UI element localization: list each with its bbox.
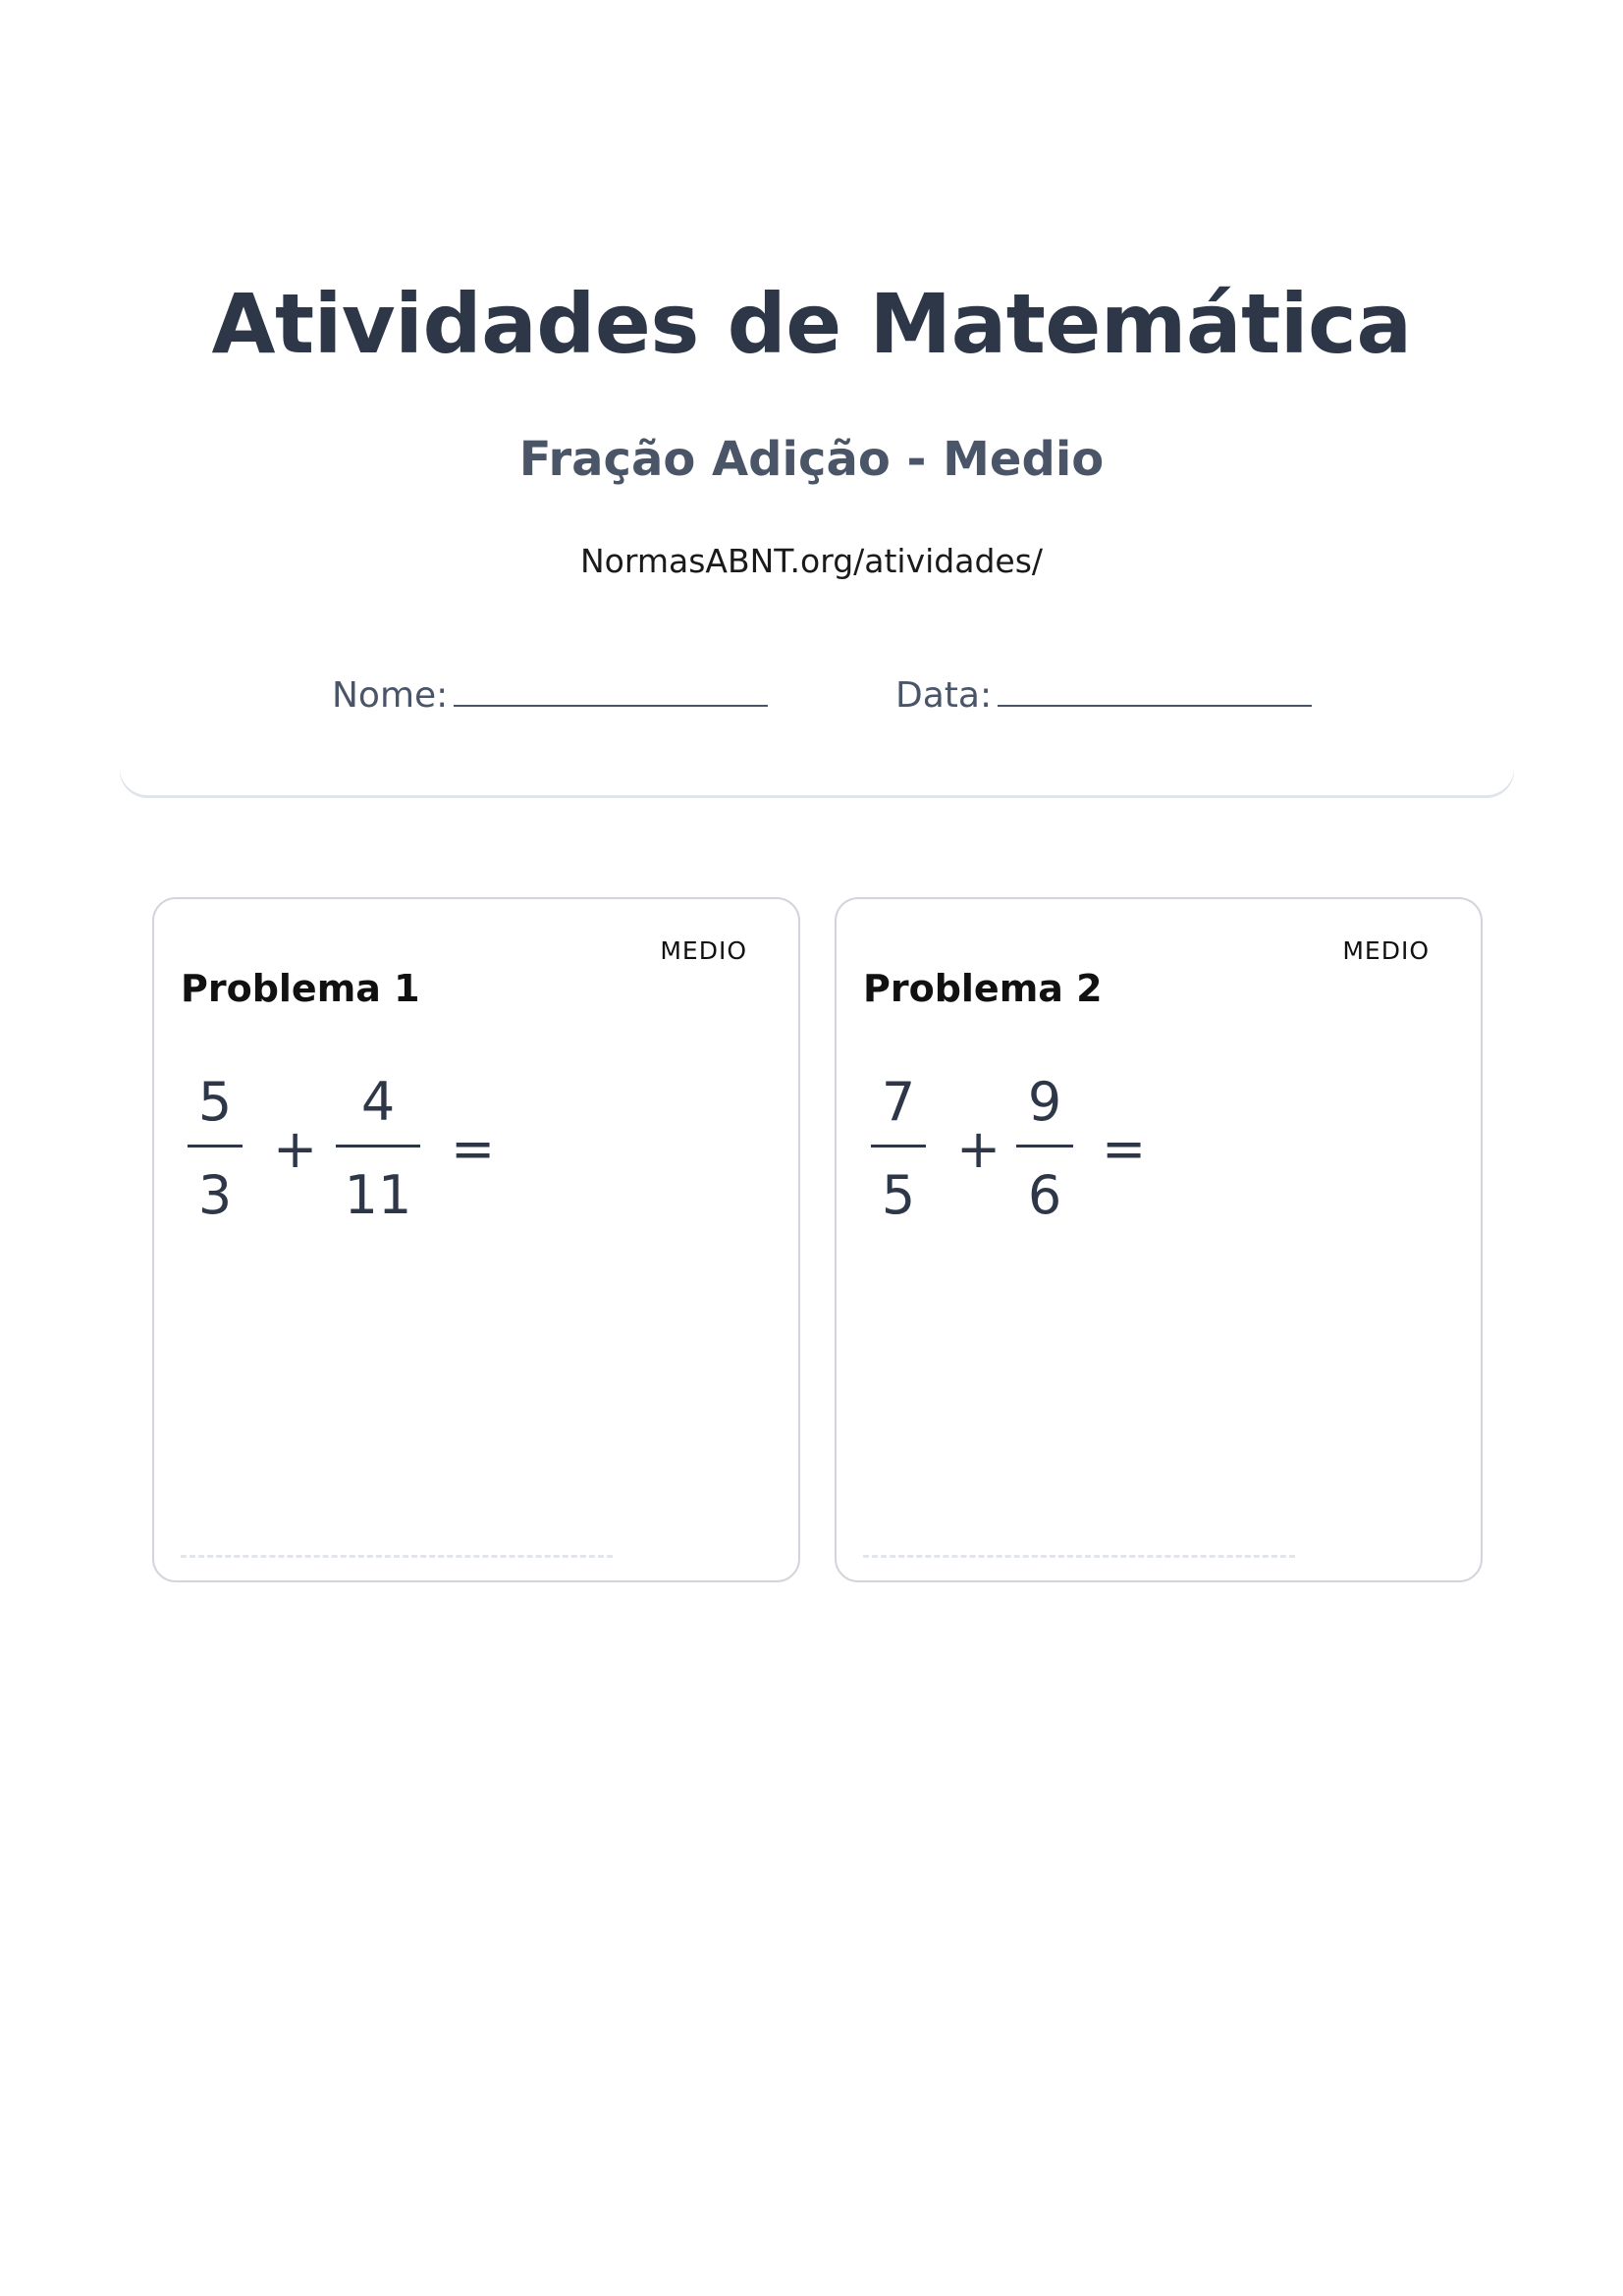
fraction-b-bar xyxy=(1016,1145,1073,1148)
page-title: Atividades de Matemática xyxy=(211,276,1412,372)
fraction-b-bar xyxy=(336,1145,420,1148)
date-field[interactable] xyxy=(895,671,1312,714)
problem-title: Problema 2 xyxy=(863,967,1103,1010)
name-label: Nome: xyxy=(332,675,449,716)
problem-card xyxy=(835,897,1483,1582)
fraction-b xyxy=(1016,1071,1073,1226)
difficulty-badge: MEDIO xyxy=(1342,936,1430,965)
problem-title: Problema 1 xyxy=(181,967,420,1010)
fraction-expression xyxy=(154,899,798,1580)
fraction-a-numerator: 7 xyxy=(881,1071,916,1133)
fraction-b-numerator: 9 xyxy=(1027,1071,1062,1133)
fraction-b-numerator: 4 xyxy=(360,1071,396,1133)
equals-sign: = xyxy=(451,1118,496,1180)
answer-line[interactable] xyxy=(863,1555,1295,1558)
fraction-a-denominator: 5 xyxy=(881,1164,916,1226)
name-blank-line[interactable] xyxy=(454,671,768,707)
date-label: Data: xyxy=(895,675,993,716)
answer-line[interactable] xyxy=(181,1555,613,1558)
fraction-b-denominator: 11 xyxy=(344,1164,412,1226)
fraction-a-bar xyxy=(188,1145,243,1148)
page-subtitle: Fração Adição - Medio xyxy=(518,432,1105,487)
fraction-b xyxy=(336,1071,420,1226)
fraction-b-denominator: 6 xyxy=(1027,1164,1062,1226)
fraction-a-bar xyxy=(871,1145,926,1148)
problem-card xyxy=(152,897,800,1582)
equals-sign: = xyxy=(1102,1118,1147,1180)
fraction-a xyxy=(871,1071,926,1226)
fraction-a xyxy=(188,1071,243,1226)
name-field[interactable] xyxy=(332,671,768,714)
fraction-a-denominator: 3 xyxy=(197,1164,233,1226)
difficulty-badge: MEDIO xyxy=(660,936,747,965)
fraction-a-numerator: 5 xyxy=(197,1071,233,1133)
date-blank-line[interactable] xyxy=(998,671,1312,707)
fraction-expression xyxy=(837,899,1481,1580)
plus-operator: + xyxy=(956,1118,1001,1180)
plus-operator: + xyxy=(273,1118,318,1180)
source-url: NormasABNT.org/atividades/ xyxy=(579,542,1044,580)
